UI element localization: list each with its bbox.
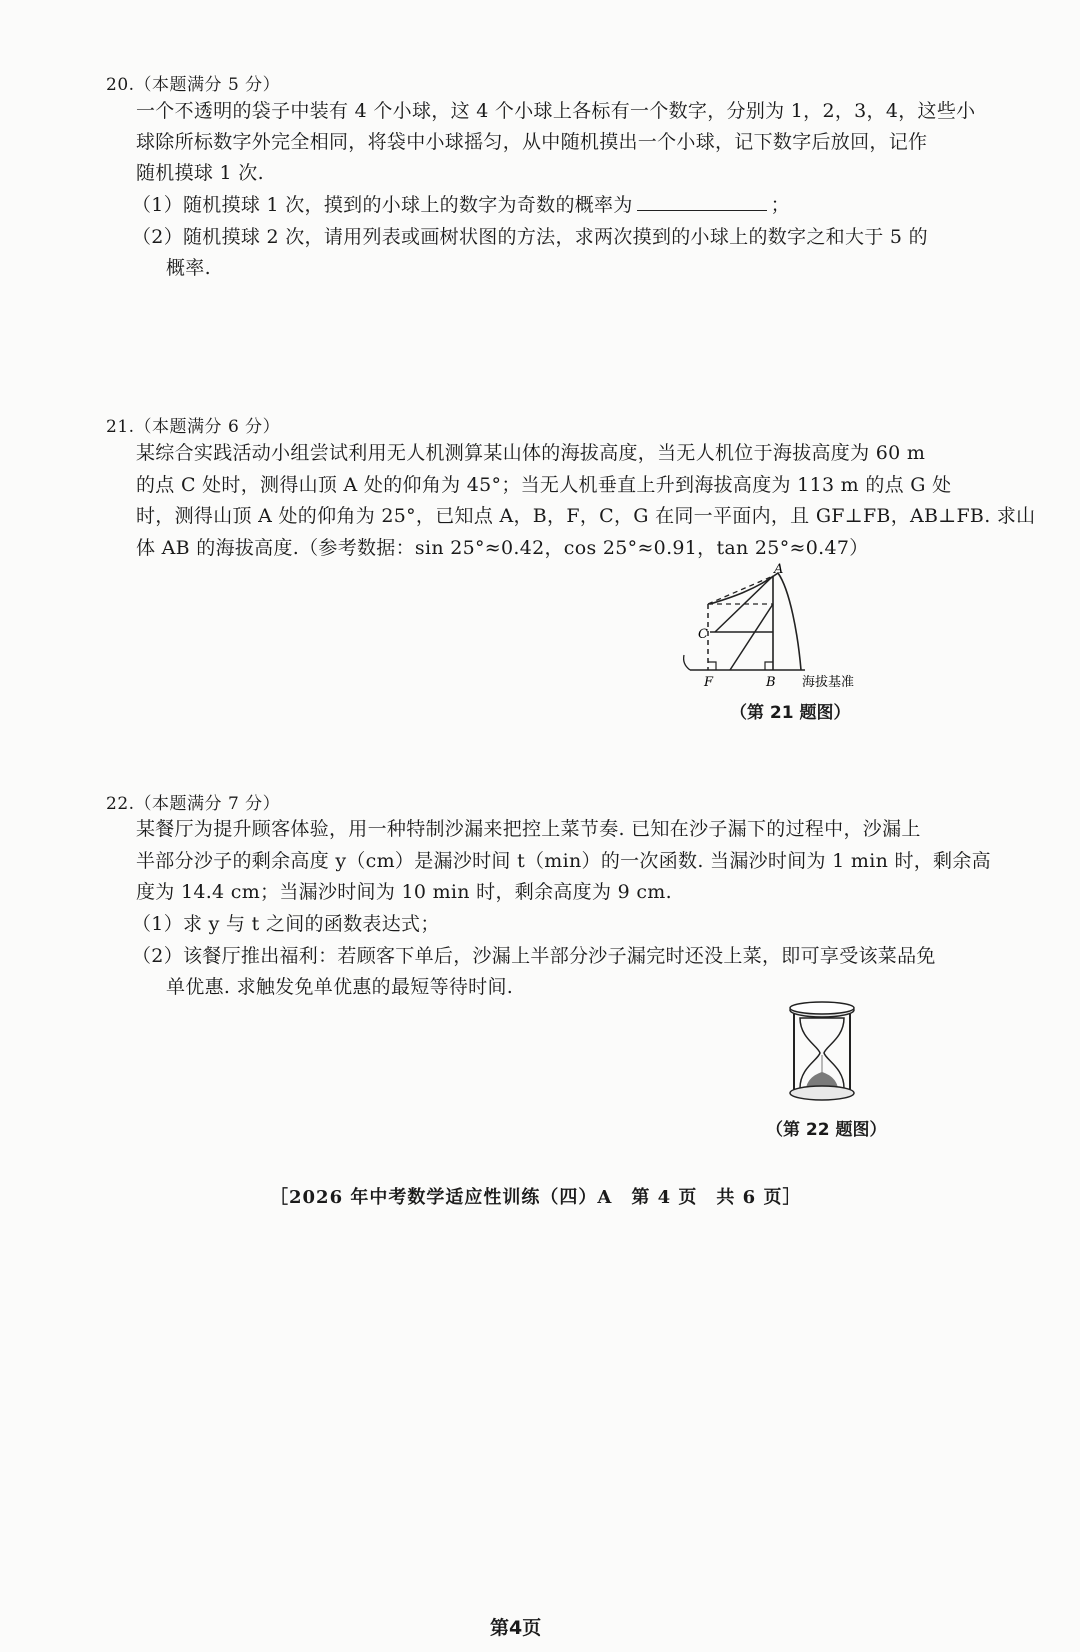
label-c: C [698, 627, 708, 642]
q21-header: 21.（本题满分 6 分） [106, 417, 281, 437]
q22-header: 22.（本题满分 7 分） [106, 794, 281, 814]
right-angle-b [765, 662, 773, 670]
ground-left-curl [684, 655, 690, 670]
q21-line-4: 体 AB 的海拔高度.（参考数据：sin 25°≈0.42，cos 25°≈0.91，tan 25°≈0.47） [136, 537, 869, 559]
q20-line-3: 随机摸球 1 次. [136, 162, 264, 184]
answer-blank[interactable] [637, 192, 767, 211]
q22-line-1: 某餐厅为提升顾客体验，用一种特制沙漏来把控上菜节奏. 已知在沙子漏下的过程中，沙漏上 [136, 818, 921, 840]
q20-part1-text: （1）随机摸球 1 次，摸到的小球上的数字为奇数的概率为 [132, 194, 633, 216]
label-baseline: 海拔基准 [802, 675, 855, 690]
q21-figure [670, 560, 890, 695]
q22-part1: （1）求 y 与 t 之间的函数表达式； [132, 913, 440, 935]
page-footer: ［2026 年中考数学适应性训练（四）A 第 4 页 共 6 页］ [270, 1187, 802, 1208]
aux-line [730, 604, 773, 670]
page-number: 第4页 [490, 1617, 542, 1639]
q22-line-3: 度为 14.4 cm；当漏沙时间为 10 min 时，剩余高度为 9 cm. [136, 881, 672, 903]
q20-line-1: 一个不透明的袋子中装有 4 个小球，这 4 个小球上各标有一个数字，分别为 1，2，3，4，这些小 [136, 100, 976, 122]
q20-part2-line-1: （2）随机摸球 2 次，请用列表或画树状图的方法，求两次摸到的小球上的数字之和大于 5 的 [132, 226, 928, 248]
label-a: A [774, 562, 784, 577]
q20-part2-line-2: 概率. [166, 257, 211, 279]
q21-line-3: 时，测得山顶 A 处的仰角为 25°，已知点 A，B，F，C，G 在同一平面内，且 GF⊥FB，AB⊥FB. 求山 [136, 505, 1036, 527]
right-angle-f [708, 662, 716, 670]
q21-line-1: 某综合实践活动小组尝试利用无人机测算某山体的海拔高度，当无人机位于海拔高度为 60 m [136, 442, 926, 464]
q20-line-2: 球除所标数字外完全相同，将袋中小球摇匀，从中随机摸出一个小球，记下数字后放回，记作 [136, 131, 928, 153]
label-b: B [766, 675, 776, 690]
q20-header: 20.（本题满分 5 分） [106, 75, 281, 95]
q22-part2-line-2: 单优惠. 求触发免单优惠的最短等待时间. [166, 976, 514, 998]
q20-part1-suffix: ； [770, 194, 790, 216]
q22-line-2: 半部分沙子的剩余高度 y（cm）是漏沙时间 t（min）的一次函数. 当漏沙时间为 1 min 时，剩余高 [136, 850, 991, 872]
hourglass-icon [782, 1000, 862, 1105]
mountain-outline [710, 573, 801, 670]
q22-figure-caption: （第 22 题图） [766, 1120, 887, 1140]
label-f: F [704, 675, 714, 690]
q20-part1 [132, 190, 790, 220]
q22-part2-line-1: （2）该餐厅推出福利：若顾客下单后，沙漏上半部分沙子漏完时还没上菜，即可享受该菜品免 [132, 945, 936, 967]
sight-line-g [708, 576, 773, 604]
q21-figure-caption: （第 21 题图） [730, 703, 851, 723]
q21-line-2: 的点 C 处时，测得山顶 A 处的仰角为 45°；当无人机垂直上升到海拔高度为 113 m 的点 G 处 [136, 474, 952, 496]
